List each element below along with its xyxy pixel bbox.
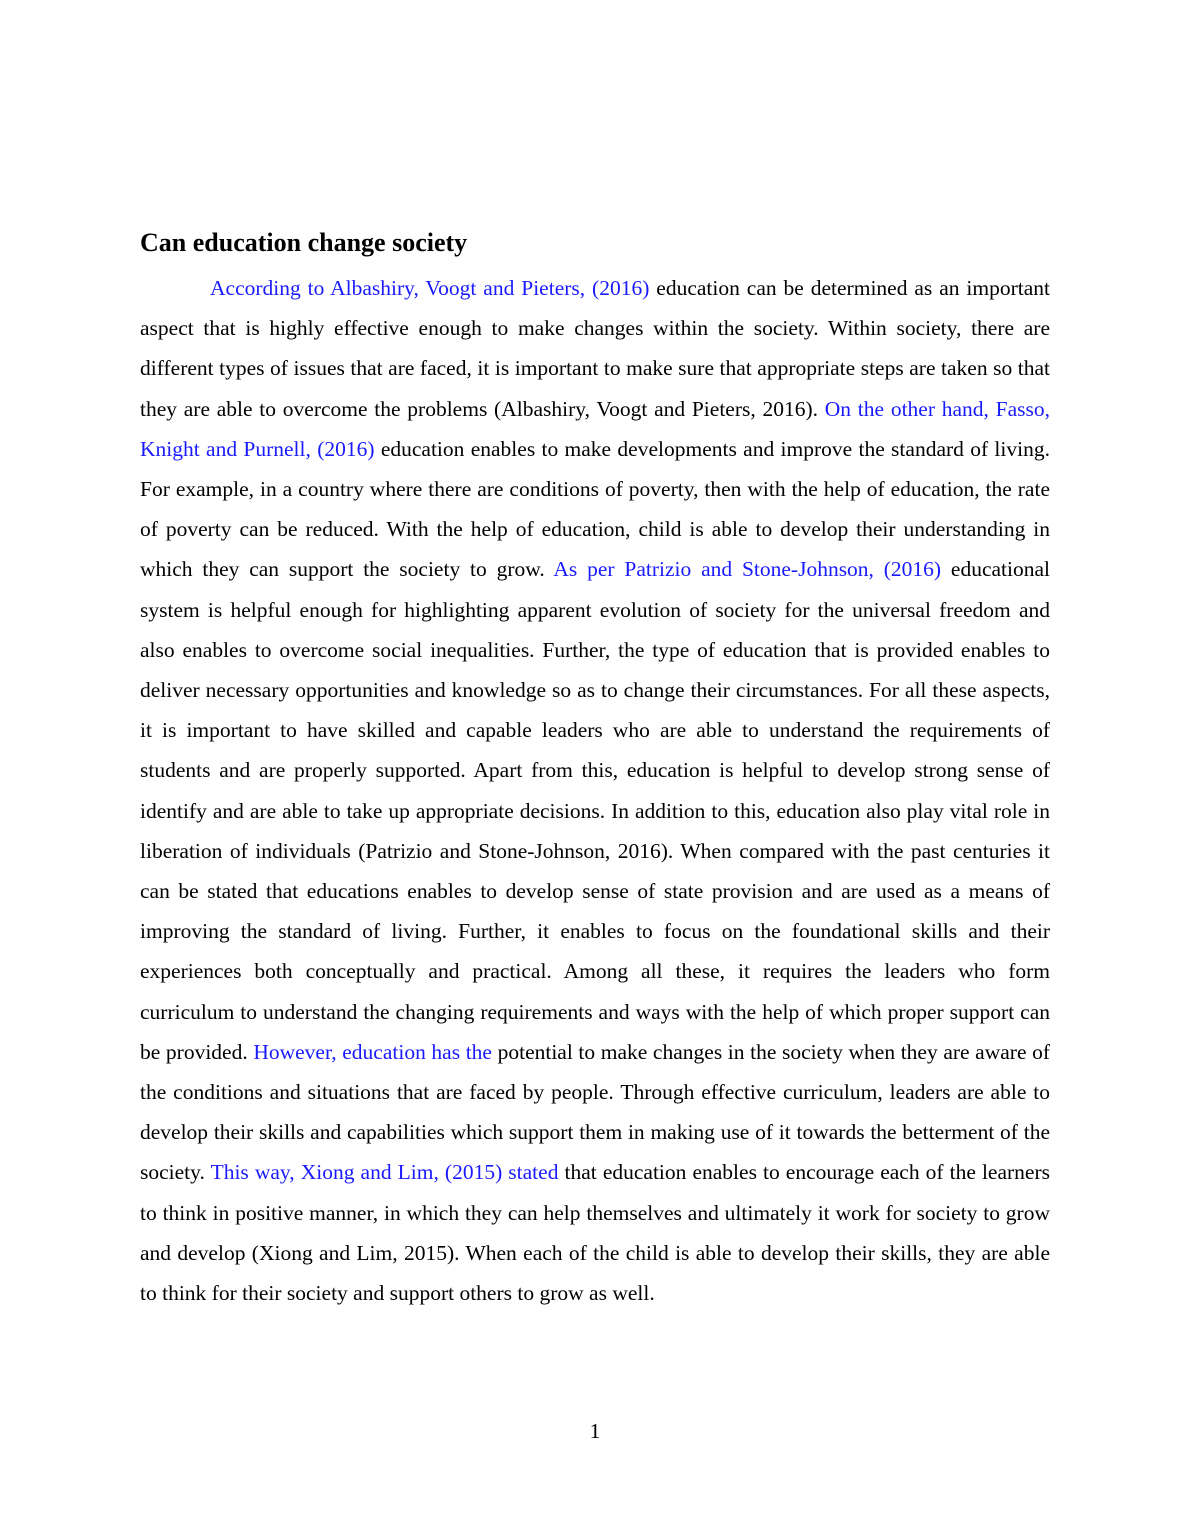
citation-fasso: On the other hand, Fasso, Knight and Purnell, (2016) — [140, 396, 1051, 461]
citation-xiong: This way, Xiong and Lim, (2015) stated — [210, 1160, 559, 1185]
paragraph-text: potential to make changes in the society when they are aware of the conditions and situations that are faced by people. Through effective curriculum, leaders are able to develop their skills and capabilities which support them in making use of it towards the betterment of the society. — [140, 1039, 1051, 1185]
citation-albashiry: According to Albashiry, Voogt and Pieters, (2016) — [210, 276, 650, 300]
citation-patrizio: As per Patrizio and Stone-Johnson, (2016) — [553, 557, 942, 582]
paragraph-text: educational system is helpful enough for highlighting apparent evolution of society for the universal freedom and also enables to overcome social inequalities. Further, the type of education that is provided enables to deliver necessary opportunities and knowledge so as to change their circumstances. For all these aspects, it is important to have skilled and capable leaders who are able to understand the requirements of students and are properly supported. Apart from this, education is helpful to develop strong sense of identify and are able to take up appropriate decisions. In addition to this, education also play vital role in liberation of individuals (Patrizio and Stone-Johnson, 2016). When compared with the past centuries it can be stated that educations enables to develop sense of state provision and are used as a means of improving the standard of living. Further, it enables to focus on the foundational skills and their experiences both conceptually and practical. Among all these, it requires the leaders who form curriculum to understand the changing requirements and ways with the help of which proper support can be provided. — [140, 557, 1050, 1064]
paragraph-text: education can be determined as an important aspect that is highly effective enough to make changes within the society. Within society, there are different types of issues that are faced, it is important to make sure that appropriate steps are taken so that they are able to overcome the problems (Albashiry, Voogt and Pieters, 2016). — [140, 276, 1050, 421]
highlighted-phrase: However, education has the — [253, 1039, 492, 1064]
page-number: 1 — [589, 1419, 601, 1443]
section-heading: Can education change society — [140, 228, 468, 257]
body-paragraph — [140, 268, 1050, 1313]
document-page — [140, 226, 1050, 1313]
paragraph-text: that education enables to encourage each of the learners to think in positive manner, in which they can help themselves and ultimately it work for society to grow and develop (Xiong and Lim, 2015). When each of the child is able to develop their skills, they are able to think for their society and support others to grow as well. — [140, 1160, 1050, 1306]
paragraph-text: education enables to make developments and improve the standard of living. For example, in a country where there are conditions of poverty, then with the help of education, the rate of poverty can be reduced. With the help of education, child is able to develop their understanding in which they can support the society to grow. — [140, 436, 1050, 582]
